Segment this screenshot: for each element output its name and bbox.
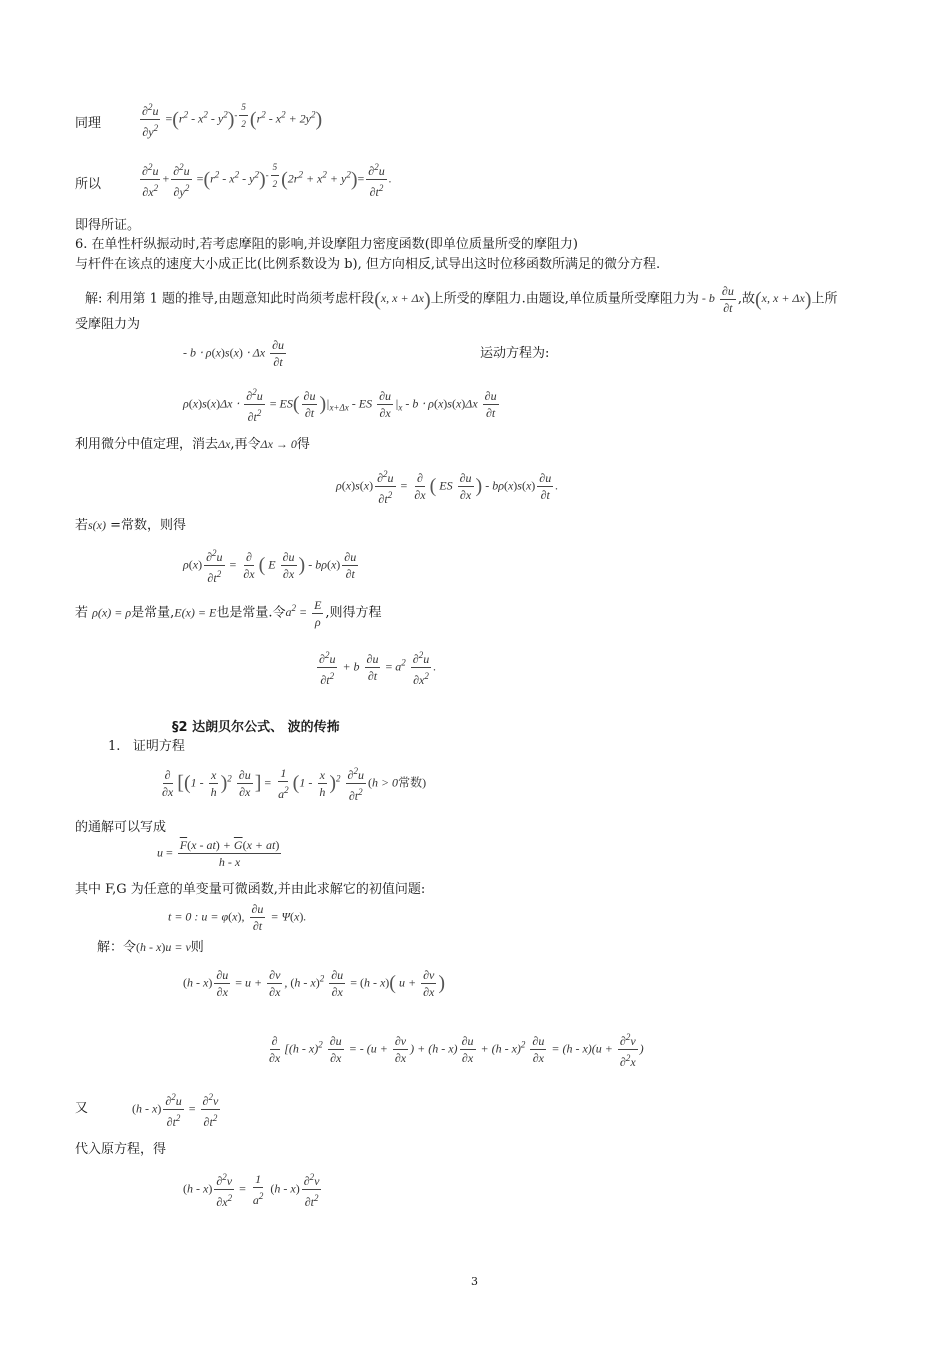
text-qizhong: 其中 F,G 为任意的单变量可微函数,并由此求解它的初值问题: xyxy=(75,882,426,897)
text-ruo-rho-a: 若 xyxy=(75,605,89,621)
text-changshu: 常数 xyxy=(398,775,423,790)
equation-const-s: ρ(x) $\frac{\partial^2u}{\partial t^2}$ = $\frac{\partial}{\partial x}$ ( E $\frac{\partial u}{\partial x}$ ) - bρ(x) $\frac{\partial u}{\partial t}$ xyxy=(183,548,357,585)
equation-limit: ρ(x)s(x) $\frac{\partial^2u}{\partial t^2}$ = $\frac{\partial}{\partial x}$ ( ES $\frac{\partial u}{\partial x}$ ) - bρ(x)s(x) $\frac{\partial u}{\partial t}$ . xyxy=(336,469,559,506)
label-you: 又 xyxy=(75,1101,89,1116)
solution-6-line1: 解: 利用第 1 题的推导,由题意知此时尚须考虑杆段(x, x + Δx)上所受的摩阻力.由题设,单位质量所受摩阻力为 - b $\frac{\partial u}{\partial t}$ ,故(x, x + Δx)上所 xyxy=(85,284,838,315)
equation-q1: $\frac{\partial}{\partial x}$ [(1 - $\frac{x}{h}$ )$^2$ $\frac{\partial u}{\partial x}$ ] = $\frac{1}{a^2}$ (1 - $\frac{x}{h}$ )$^2$ $\frac{\partial^2u}{\partial t^2}$ (h > 0常数) xyxy=(162,766,427,803)
text-jie2-a: 解：令 xyxy=(97,940,137,955)
text-ruo-rho-d: ,则得方程 xyxy=(325,605,382,621)
question-1-text: 证明方程 xyxy=(132,739,185,754)
problem-6-line1: 6. 在单性杆纵振动时,若考虑摩阻的影响,并设摩阻力密度函数(即单位质量所受的摩阻力) xyxy=(75,237,578,252)
text-liyong-b: ,再令 xyxy=(230,437,261,452)
text-liyong-a: 利用微分中值定理，消去 xyxy=(75,437,219,452)
label-yundong: 运动方程为: xyxy=(480,346,550,361)
label-suoyi: 所以 xyxy=(75,177,102,192)
section-heading: §2 达朗贝尔公式、 波的传抪 xyxy=(172,720,340,735)
equation-suoyi: $\frac{\partial^2u}{\partial x^2}$ + $\frac{\partial^2u}{\partial y^2}$ $=(r^2 - x^2 - y^2)^{- \frac{5}{2}}$ $(2r^2 + x^2 + y^2)=$ $\frac{\partial^2u}{\partial t^2}$ . xyxy=(142,162,392,200)
text-dairu: 代入原方程，得 xyxy=(75,1142,167,1157)
label-tongli: 同理 xyxy=(75,116,102,131)
equation-friction: - b ⋅ ρ(x)s(x) ⋅ Δx $\frac{\partial u}{\partial t}$ xyxy=(183,338,285,369)
text-jide: 即得所证。 xyxy=(75,218,141,233)
page-number: 3 xyxy=(471,1275,478,1288)
solution-6-text-b: 上所受的摩阻力.由题设,单位质量所受摩阻力为 xyxy=(430,291,699,307)
text-liyong-c: 得 xyxy=(296,437,310,452)
equation-tongli: $\frac{\partial^2u}{\partial y^2}$ $=(r^2 - x^2 - y^2)^{- \frac{5}{2}}$ $(r^2 - x^2 + 2y^2)$ xyxy=(142,102,323,140)
text-ruo-s-b: =常数，则得 xyxy=(110,518,187,533)
question-1-number: 1. xyxy=(108,739,121,754)
equation-second-derivative: $\frac{\partial}{\partial x}$ [(h - x)$^2$ $\frac{\partial u}{\partial x}$ = - (u + $\frac{\partial v}{\partial x}$ ) + (h - x) $\frac{\partial u}{\partial x}$ + (h - x)$^2$ $\frac{\partial u}{\partial x}$ = (h - x)(u + $\frac{\partial^2v}{\partial^2x}$ ) xyxy=(269,1032,644,1069)
equation-you: (h - x) $\frac{\partial^2u}{\partial t^2}$ = $\frac{\partial^2v}{\partial t^2}$ xyxy=(132,1092,219,1129)
equation-wave-damped: $\frac{\partial^2u}{\partial t^2}$ + b $\frac{\partial u}{\partial t}$ = $a^2$ $\frac{\partial^2u}{\partial x^2}$ . xyxy=(319,650,437,687)
solution-6-text-a: 解: 利用第 1 题的推导,由题意知此时尚须考虑杆段 xyxy=(85,291,375,307)
equation-derivative: (h - x) $\frac{\partial u}{\partial x}$ = u + $\frac{\partial v}{\partial x}$ , (h - x)$^2$ $\frac{\partial u}{\partial x}$ = (h - x)( u + $\frac{\partial v}{\partial x}$ ) xyxy=(183,968,446,999)
text-tongjie: 的通解可以写成 xyxy=(75,820,167,835)
solution-6-line2: 受摩阻力为 xyxy=(75,317,141,332)
problem-6-line2: 与杆件在该点的速度大小成正比(比例系数设为 b), 但方向相反,试导出这时位移函数所满足的微分方程. xyxy=(75,257,661,272)
equation-general-solution: u = $\frac{\overline{F}(x - at) + \overline{G}(x + at)}{h - x}$ xyxy=(157,838,280,869)
text-ruo-s-a: 若 xyxy=(75,518,89,533)
solution-6-text-c: ,故 xyxy=(737,291,755,307)
question-1 xyxy=(108,738,185,756)
equation-motion: ρ(x)s(x)Δx ⋅ $\frac{\partial^2u}{\partial t^2}$ = ES( $\frac{\partial u}{\partial t}$ )$|_{x+\Delta x}$ - ES $\frac{\partial u}{\partial x}$ $|_x - b \cdot \rho(x)s(x)\Delta x$ $\frac{\partial u}{\partial t}$ xyxy=(183,387,497,424)
text-ruo-s: 若s(x) =常数，则得 xyxy=(75,518,187,533)
text-ruo-rho-b: 是常量, xyxy=(131,605,175,621)
text-ruo-rho-c: 也是常量.令 xyxy=(216,605,286,621)
text-liyong: 利用微分中值定理，消去Δx,再令Δx → 0得 xyxy=(75,437,310,452)
text-ruo-rho: 若 ρ(x) = ρ是常量,E(x) = E也是常量.令$a^2$ = $\frac{E}{\rho}$ ,则得方程 xyxy=(75,598,382,629)
equation-initial: t = 0 : u = φ(x), $\frac{\partial u}{\partial t}$ = Ψ(x). xyxy=(168,902,307,933)
equation-final: (h - x) $\frac{\partial^2v}{\partial x^2}$ = $\frac{1}{a^2}$ (h - x) $\frac{\partial^2v}{\partial t^2}$ xyxy=(183,1172,320,1209)
text-jie2: 解：令(h - x)u = v则 xyxy=(97,940,204,955)
text-jie2-b: 则 xyxy=(190,940,204,955)
solution-6-text-d: 上所 xyxy=(811,291,838,307)
